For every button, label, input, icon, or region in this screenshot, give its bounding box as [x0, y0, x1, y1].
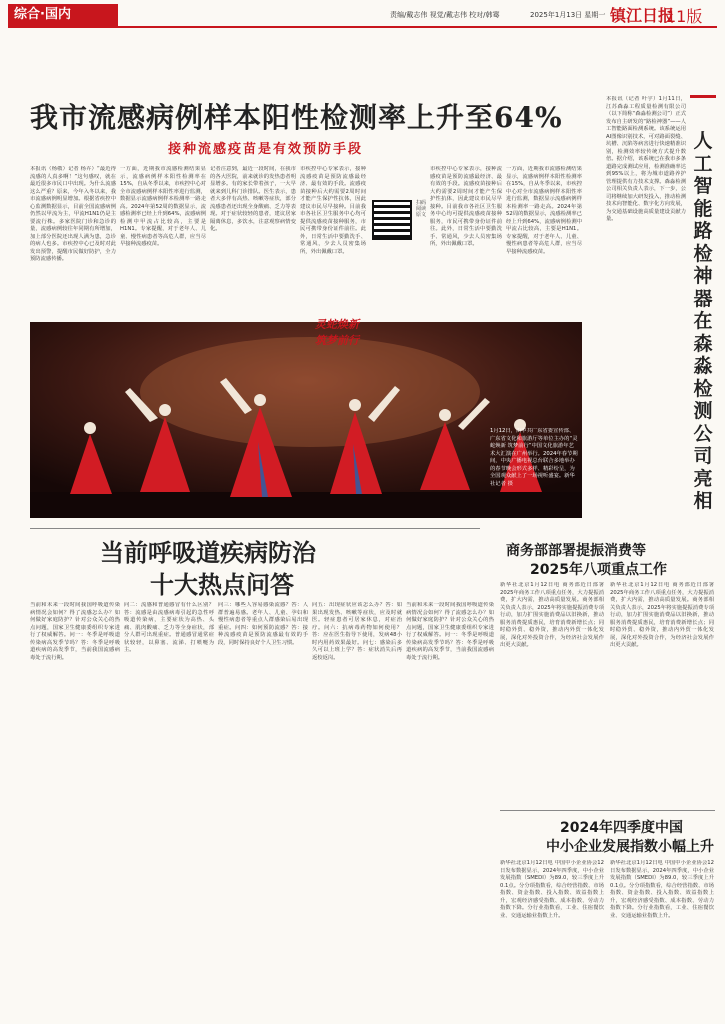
article3-col1: 新华社北京1月12日电 商务部近日部署2025年商务工作八项重点任务，大力提振消费，扩大内需，推动高质量发展。商务部相关负责人表示，2025年将实施提振消费专项行动，加力扩围实施消费品以旧换新，推动服务消费提质惠民，培育消费新增长点；同时稳外贸、稳外资，推动内外贸一体化发展，深化对外投资合作，为经济社会发展作出更大贡献。	[500, 582, 604, 648]
photo-caption: 1月12日，由中共广东省委宣传部、广东省文化和旅游厅等单位主办的“灵蛇焕新 筑梦前行”中国文化旅游年艺术大汇演在广州举行。2024年春节期间，中央广播电视总台联合多地举办的春节晚会形式多样、精彩纷呈，为全国观众献上了一场视听盛宴。新华社记者 摄	[490, 428, 578, 487]
event-logo-line2: 筑梦前行	[315, 334, 359, 347]
sidebar-accent	[690, 95, 716, 98]
article2-col1: 当前和未来一段时间我国呼吸道传染病情况会如何？得了流感怎么办？如何做好家庭防护？针对公众关心的热点问题，国家卫生健康委组织专家进行了权威解答。问一：冬季是呼吸道传染病高发季节吗？答：冬季是呼吸道疾病的高发季节，当前我国流感病毒处于流行期。	[30, 602, 120, 661]
event-logo	[315, 316, 387, 348]
issue-date: 2025年1月13日 星期一	[530, 11, 606, 19]
article3-col2: 新华社北京1月12日电 商务部近日部署2025年商务工作八项重点任务，大力提振消费，扩大内需，推动高质量发展。商务部相关负责人表示，2025年将实施提振消费专项行动，加力扩围实施消费品以旧换新，推动服务消费提质惠民，培育消费新增长点；同时稳外贸、稳外资，推动内外贸一体化发展，深化对外投资合作，为经济社会发展作出更大贡献。	[610, 582, 714, 648]
article2-col3: 问三：哪些人容易感染流感？答：人群普遍易感。老年人、儿童、孕妇和慢性病患者等重点人群感染后易出现重症。问四：如何预防流感？答：接种流感疫苗是预防流感最有效的手段，同时保持良好个人卫生习惯。	[218, 602, 308, 646]
sidebar-vertical-headline: 人工智能路检神器在森淼检测公司亮相	[693, 130, 713, 512]
article1-col5: 市疾控中心专家表示，接种流感疫苗是预防流感最经济、最有效的手段。流感疫苗接种后大约需要2周时间才能产生保护性抗体，因此建议市民尽早接种。目前我市各社区卫生服务中心均可提供流感疫苗接种服务，市民可携带身份证件前往。此外，日常生活中要勤洗手、常通风，少去人员密集场所，外出佩戴口罩。	[430, 166, 502, 247]
article4-headline-line1: 2024年四季度中国	[560, 820, 683, 836]
article2-col2: 问二：流感和普通感冒有什么区别？答：流感是由流感病毒引起的急性呼吸道传染病，主要症状为高热、头痛、肌肉酸痛、乏力等全身症状，部分人群可出现重症。普通感冒通常症状较轻，以鼻塞、流涕、打喷嚏为主。	[124, 602, 214, 653]
newspaper-logo: 镇江日报	[610, 6, 675, 25]
article1-col2: 一方面，近期我市流感检测结果显示，流感病例样本阳性检测率在15%，自从冬季以来，市疾控中心对全市流感病例样本阳性率进行监测，数据显示流感病例样本检测率一路走高。2024年第52周的数据显示，流感检测率已经上升到64%，流感病例检测中甲流占比较高，主要是H1N1。专家提醒，对于老年人、儿童、慢性病患者等高危人群，应当尽早接种流感疫苗。	[120, 166, 206, 247]
event-logo-line1: 灵蛇焕新	[315, 318, 359, 331]
editor-credits: 责编/戴志伟 视觉/戴志伟 校对/韩骞	[390, 11, 500, 19]
qr-caption: 扫码阅读原文	[416, 200, 427, 218]
article1-col6: 一方面，近期我市流感检测结果显示，流感病例样本阳性检测率在15%，自从冬季以来，市疾控中心对全市流感病例样本阳性率进行监测，数据显示流感病例样本检测率一路走高。2024年第52周的数据显示，流感检测率已经上升到64%，流感病例检测中甲流占比较高，主要是H1N1。专家提醒，对于老年人、儿童、慢性病患者等高危人群，应当尽早接种流感疫苗。	[506, 166, 582, 255]
article2-col5: 当前和未来一段时间我国呼吸道传染病情况会如何？得了流感怎么办？如何做好家庭防护？针对公众关心的热点问题，国家卫生健康委组织专家进行了权威解答。问一：冬季是呼吸道传染病高发季节吗？答：冬季是呼吸道疾病的高发季节，当前我国流感病毒处于流行期。	[406, 602, 494, 661]
article2-headline-line2: 十大热点问答	[150, 570, 294, 599]
article2-headline-line1: 当前呼吸道疾病防治	[100, 538, 316, 567]
article4-headline-line2: 中小企业发展指数小幅上升	[546, 839, 714, 855]
article4-col2: 新华社北京1月12日电 中国中小企业协会12日发布数据显示，2024年四季度，中小企业发展指数（SMEDI）为89.0，较三季度上升0.1点。分分项指数看，综合经营指数、市场指数、资金指数、投入指数、效益指数上升，宏观经济感受指数、成本指数、劳动力指数下降。分行业指数看，工业、住宿餐饮业、交通运输业指数上升。	[610, 860, 714, 919]
article1-col1: 本报讯（杨敬）记者 杨卉）“最近得流感的人真多啊！”这句感叹，就在最近很多市民口中出现。为什么流感这么严重？原来，今年入冬以来，我市流感病例明显增加。根据省疾控中心监测数据显示，目前全国流感病例仍然以甲流为主，甲流H1N1仍是主要流行株。多家医院门诊和急诊的量，流感病例较往年同期有所增加，加上部分医院还出现人满为患，急诊的病人也多。市疾控中心已及时对此发出预警，提醒市民做好防护，全力预防流感传播。	[30, 166, 116, 262]
article1-subheadline: 接种流感疫苗是有效预防手段	[168, 142, 364, 157]
article1-col3: 记者注意到，最近一段时间，在我市的各大医院，前来就诊的发热患者明显增多。有的家长带着孩子，一大早就来到儿科门诊排队。医生表示，患者大多伴有高热、咳嗽等症状，部分流感患者还出现全身酸痛、乏力等表现。对于症状较轻的患者，建议居家隔离休息，多饮水，注意观察病情变化。	[210, 166, 296, 232]
article2-rule	[30, 528, 480, 529]
header-rule	[8, 26, 717, 28]
article4-col1: 新华社北京1月12日电 中国中小企业协会12日发布数据显示，2024年四季度，中小企业发展指数（SMEDI）为89.0，较三季度上升0.1点。分分项指数看，综合经营指数、市场指数、资金指数、投入指数、效益指数上升，宏观经济感受指数、成本指数、劳动力指数下降。分行业指数看，工业、住宿餐饮业、交通运输业指数上升。	[500, 860, 604, 919]
article4-rule	[500, 810, 715, 811]
article2-col4: 问五：出现症状应该怎么办？答：如果出现发热、咳嗽等症状，应及时就医。轻症患者可居家休息，对症治疗。问六：抗病毒药物如何使用？答：应在医生指导下使用，发病48小时内用药效果最好。问七：感染后多久可以上班上学？答：症状消失后再返校返岗。	[312, 602, 402, 661]
qr-code[interactable]	[372, 200, 412, 240]
sidebar-body: 本报讯（记者 叶宇）1月11日，江苏森淼工程质量检测有限公司（以下简称“森淼检测公司”）正式发布自主研发的“路检神器”——人工智能路面检测系统。该系统运用AI图像识别技术，可对路面裂缝、坑槽、沉陷等病害进行快速精准识别，检测效率较传统方式提升数倍。据介绍，该系统已在我市多条道路完成测试应用，检测准确率达到95%以上，将为城市道路养护管理提供有力技术支撑。森淼检测公司相关负责人表示，下一步，公司将继续加大研发投入，推动检测技术向智能化、数字化方向发展，为交通基础设施高质量建设贡献力量。	[606, 96, 686, 222]
article3-headline-line1: 商务部部署提振消费等	[506, 543, 646, 559]
article3-headline-line2: 2025年八项重点工作	[530, 562, 667, 578]
article1-headline: 我市流感病例样本阳性检测率上升至64%	[30, 101, 563, 134]
section-tab: 综合·国内	[8, 4, 118, 26]
article1-col4: 市疾控中心专家表示，接种流感疫苗是预防流感最经济、最有效的手段。流感疫苗接种后大约需要2周时间才能产生保护性抗体，因此建议市民尽早接种。目前我市各社区卫生服务中心均可提供流感疫苗接种服务，市民可携带身份证件前往。此外，日常生活中要勤洗手、常通风，少去人员密集场所，外出佩戴口罩。	[300, 166, 366, 255]
page-number: 11版	[666, 7, 703, 26]
